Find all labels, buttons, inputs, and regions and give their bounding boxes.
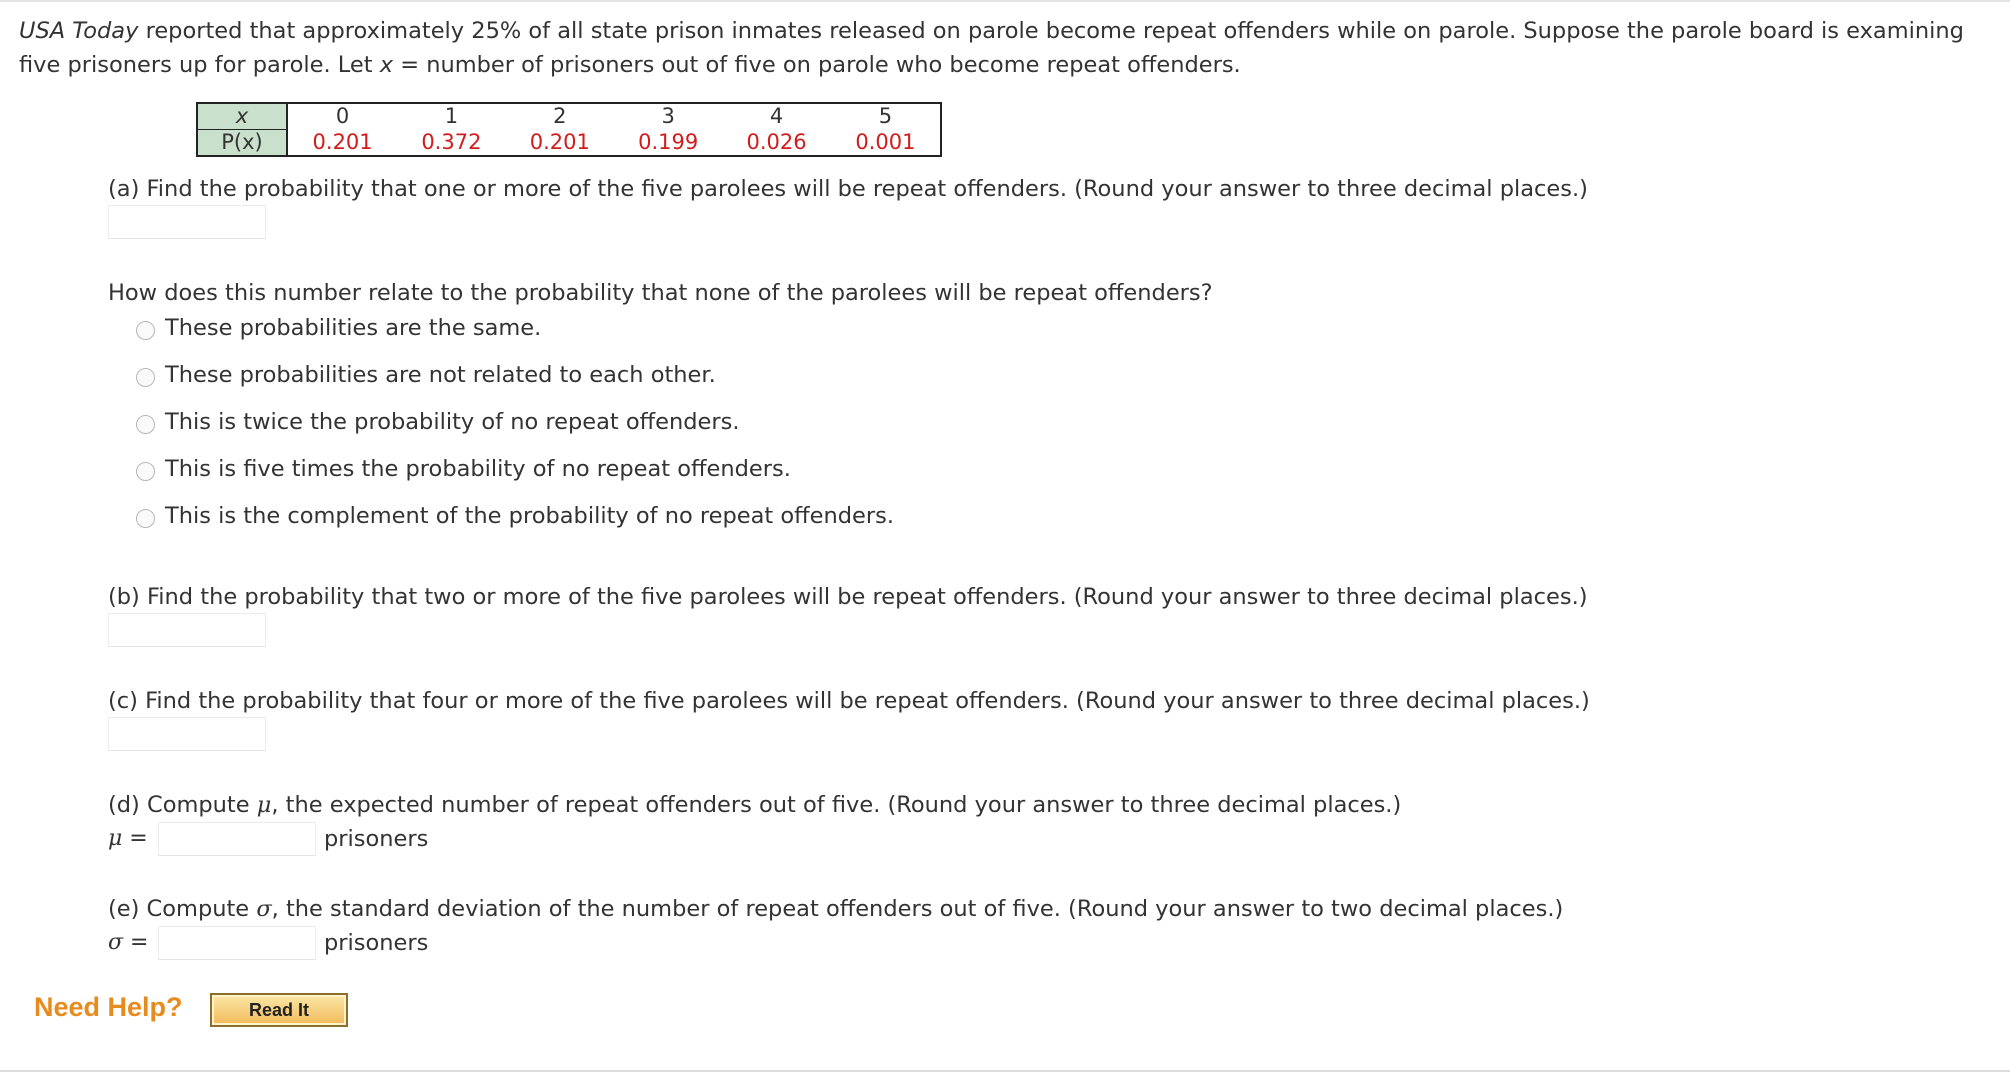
read-it-button[interactable]: Read It <box>210 993 348 1027</box>
radio-button[interactable] <box>136 321 155 340</box>
option-label: These probabilities are not related to each other. <box>165 362 716 388</box>
option-label: These probabilities are the same. <box>165 315 542 341</box>
sigma-answer-input[interactable] <box>158 926 316 960</box>
option-label: This is twice the probability of no repeat offenders. <box>165 409 740 435</box>
sigma-label-equals: = <box>123 930 149 955</box>
part-a-question: (a) Find the probability that one or more of the five parolees will be repeat offenders. (Round your answer to three decimal places.) <box>108 176 1588 202</box>
option-twice[interactable] <box>136 407 740 437</box>
sigma-label <box>108 928 148 958</box>
part-e-question-text: (e) Compute <box>108 896 257 922</box>
option-complement[interactable] <box>136 501 894 531</box>
sigma-label-symbol: σ <box>108 930 124 955</box>
problem-intro <box>19 14 1994 82</box>
x-value: 1 <box>444 104 459 129</box>
radio-button[interactable] <box>136 368 155 387</box>
sigma-unit: prisoners <box>324 930 429 956</box>
x-value: 0 <box>335 104 350 129</box>
part-b-question: (b) Find the probability that two or more of the five parolees will be repeat offenders. (Round your answer to three decimal places.) <box>108 584 1588 610</box>
mu-label-equals: = <box>122 826 148 851</box>
probability-value: 0.201 <box>529 129 590 154</box>
probability-value: 0.372 <box>421 129 482 154</box>
bottom-divider <box>0 1070 2010 1072</box>
mu-label-symbol: μ <box>108 826 123 851</box>
sigma-symbol: σ <box>256 896 272 922</box>
mu-label <box>108 824 148 854</box>
relation-question: How does this number relate to the probability that none of the parolees will be repeat offenders? <box>108 280 1213 306</box>
probability-value: 0.026 <box>746 129 807 154</box>
part-d-question-text: , the expected number of repeat offenders out of five. (Round your answer to three decimal places.) <box>271 792 1402 818</box>
part-b-answer-input[interactable] <box>108 613 266 647</box>
radio-button[interactable] <box>136 462 155 481</box>
x-value: 3 <box>661 104 675 129</box>
option-label: This is five times the probability of no repeat offenders. <box>165 456 791 482</box>
probability-value: 0.001 <box>855 129 916 154</box>
mu-answer-input[interactable] <box>158 822 316 856</box>
part-e-question <box>108 894 1563 924</box>
radio-button[interactable] <box>136 509 155 528</box>
part-c-answer-input[interactable] <box>108 717 266 751</box>
part-d-question <box>108 790 1401 820</box>
probability-value: 0.199 <box>638 129 699 154</box>
x-value: 5 <box>878 104 893 129</box>
x-value: 4 <box>769 104 784 129</box>
part-a-answer-input[interactable] <box>108 205 266 239</box>
option-five-times[interactable] <box>136 454 791 484</box>
intro-text-1: reported that approximately 25% of all state prison inmates released on parole become repeat offenders while on parole. Suppose the parole board is examining five prisoners up for parole. Let <box>19 18 1964 78</box>
part-c-question: (c) Find the probability that four or more of the five parolees will be repeat offenders. (Round your answer to three decimal places.) <box>108 688 1590 714</box>
probability-value: 0.201 <box>312 129 373 154</box>
part-e-question-text: , the standard deviation of the number of repeat offenders out of five. (Round your answer to two decimal places.) <box>271 896 1564 922</box>
part-d-question-text: (d) Compute <box>108 792 257 818</box>
intro-variable: x <box>379 52 394 78</box>
row-label-x: x <box>197 103 287 130</box>
probability-distribution-table <box>196 102 942 157</box>
mu-unit: prisoners <box>324 826 429 852</box>
top-divider <box>0 0 2010 2</box>
option-same[interactable] <box>136 313 541 343</box>
source-name: USA Today <box>19 18 139 44</box>
option-not-related[interactable] <box>136 360 716 390</box>
table-row-x <box>197 103 941 130</box>
mu-symbol: μ <box>256 792 272 818</box>
intro-text-2: = number of prisoners out of five on parole who become repeat offenders. <box>393 52 1241 78</box>
radio-button[interactable] <box>136 415 155 434</box>
x-value: 2 <box>553 104 567 129</box>
table-row-px <box>197 130 941 157</box>
row-label-px: P(x) <box>197 130 287 157</box>
need-help-label: Need Help? <box>34 992 183 1022</box>
option-label: This is the complement of the probability of no repeat offenders. <box>165 503 894 529</box>
